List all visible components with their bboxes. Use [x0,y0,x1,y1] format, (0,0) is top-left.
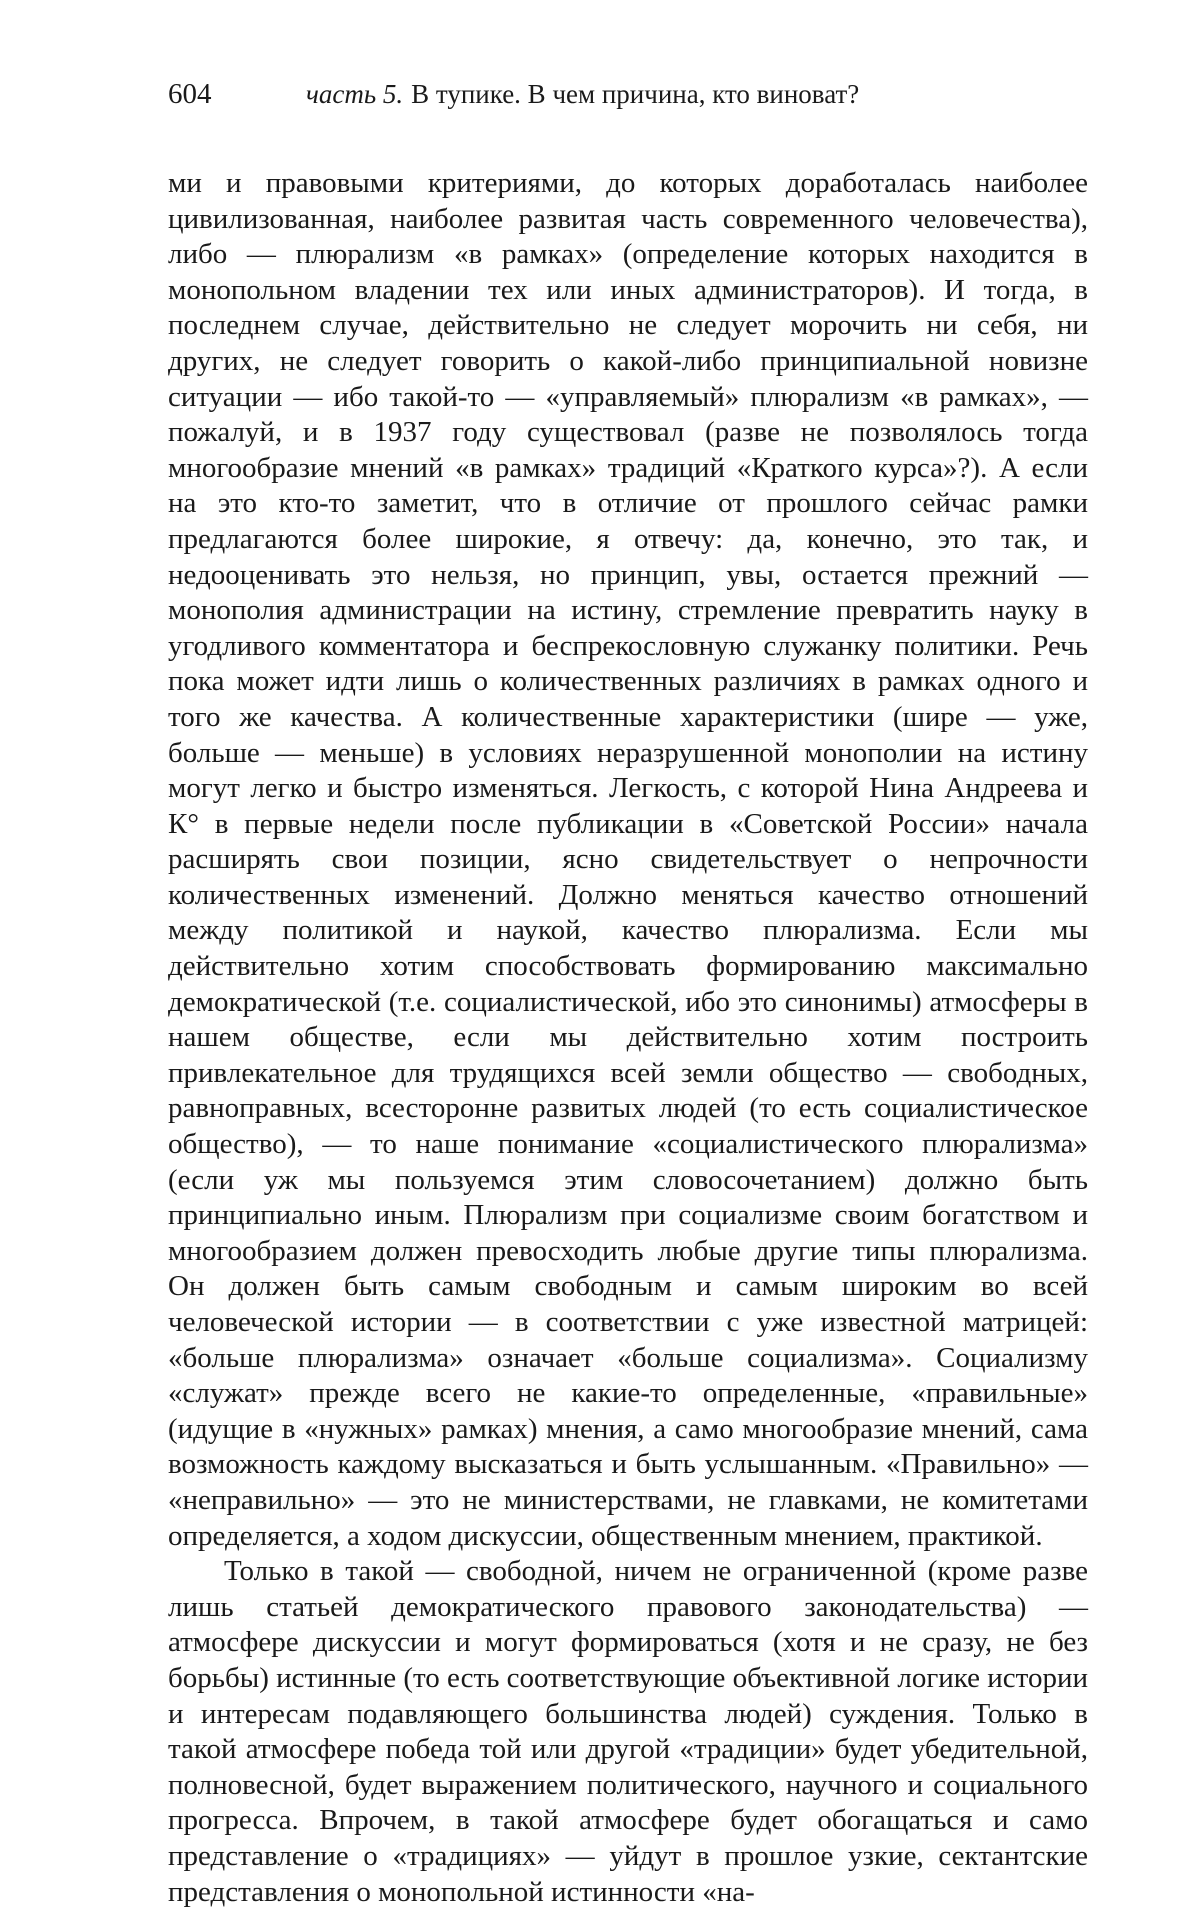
part-title: В тупике. В чем причина, кто виноват? [411,79,860,109]
paragraph-1: ми и правовыми критериями, до которых доработалась наиболее цивилизованная, наиболее развитая часть современного человечества), либо — плюрализм «в рамках» (определение которых находится в монопольном владении тех или иных администраторов). И тогда, в последнем случае, действительно не следует морочить ни себя, ни других, не следует говорить о какой-либо принципиальной новизне ситуации — ибо такой-то — «управляемый» плюрализм «в рамках», — пожалуй, и в 1937 году существовал (разве не позволялось тогда многообразие мнений «в рамках» традиций «Краткого курса»?). А если на это кто-то заметит, что в отличие от прошлого сейчас рамки предлагаются более широкие, я отвечу: да, конечно, это так, и недооценивать это нельзя, но принцип, увы, остается прежний — монополия администрации на истину, стремление превратить науку в угодливого комментатора и беспрекословную служанку политики. Речь пока может идти лишь о количественных различиях в рамках одного и того же качества. А количественные характеристики (шире — уже, больше — меньше) в условиях неразрушенной монополии на истину могут легко и быстро изменяться. Легкость, с которой Нина Андреева и К° в первые недели после публикации в «Советской России» начала расширять свои позиции, ясно свидетельствует о непрочности количественных изменений. Должно меняться качество отношений между политикой и наукой, качество плюрализма. Если мы действительно хотим способствовать формированию максимально демократической (т.е. социалистической, ибо это синонимы) атмосферы в нашем обществе, если мы действительно хотим построить привлекательное для трудящихся всей земли общество — свободных, равноправных, всесторонне развитых людей (то есть социалистическое общество), — то наше понимание «социалистического плюрализма» (если уж мы пользуемся этим словосочетанием) должно быть принципиально иным. Плюрализм при социализме своим богатством и многообразием должен превосходить любые другие типы плюрализма. Он должен быть самым свободным и самым широким во всей человеческой истории — в соответствии с уже известной матрицей: «больше плюрализма» означает «больше социализма». Социализму «служат» прежде всего не какие-то определенные, «правильные» (идущие в «нужных» рамках) мнения, а само многообразие мнений, сама возможность каждому высказаться и быть услышанным. «Правильно» — «неправильно» — это не министерствами, не главками, не комитетами определяется, а ходом дискуссии, общественным мнением, практикой. [168,167,1088,1552]
body-text [168,166,1088,1910]
running-head [168,74,1088,114]
paragraph-2: Только в такой — свободной, ничем не ограниченной (кроме разве лишь статьей демократического правового законодательства) — атмосфере дискуссии и могут формироваться (хотя и не сразу, не без борьбы) истинные (то есть соответствующие объективной логике истории и интересам подавляющего большинства людей) суждения. Только в такой атмосфере победа той или другой «традиции» будет убедительной, полновесной, будет выражением политического, научного и социального прогресса. Впрочем, в такой атмосфере будет обогащаться и само представление о «традициях» — уйдут в прошлое узкие, сектантские представления о монопольной истинности «на- [168,1555,1089,1908]
part-label: часть 5. [306,79,404,109]
page-number: 604 [168,78,212,110]
